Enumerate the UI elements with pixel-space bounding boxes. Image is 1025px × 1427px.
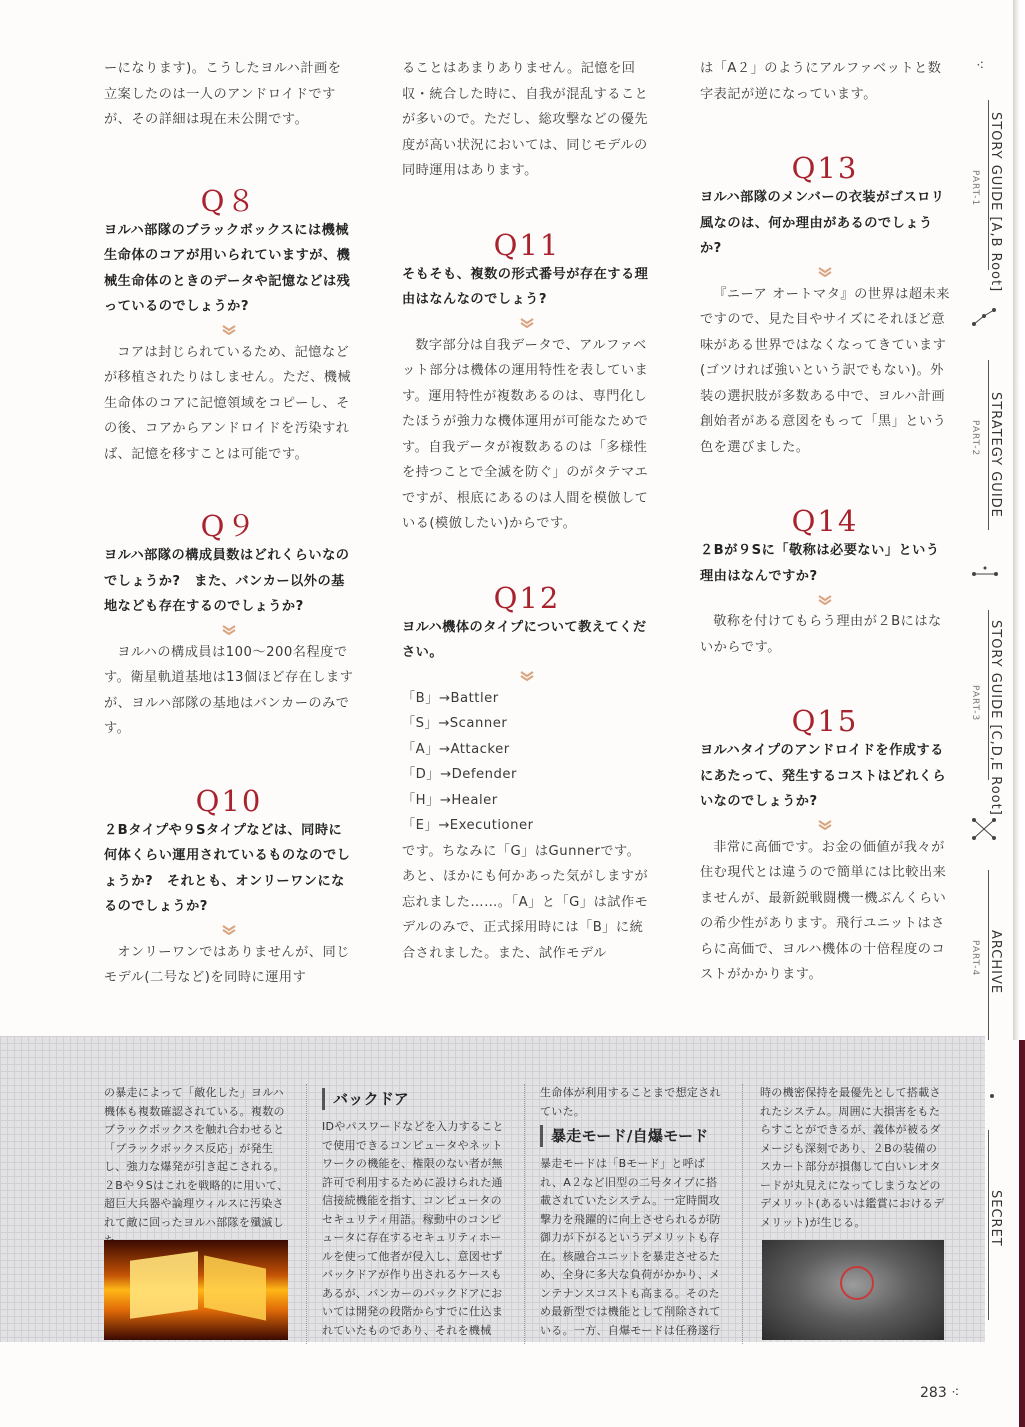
dots-icon: ⁖	[976, 58, 985, 74]
col2-intro: ることはあまりありません。記憶を回収・統合した時に、自我が混乱することが多いので。ただし、総攻撃などの優先度が高い状況においては、同じモデルの同時運用はあります。	[402, 61, 649, 178]
q12-answer: です。ちなみに「G」はGunnerです。あと、ほかにも何かあった気がしますが忘れました……。「A」と「G」は試作モデルのみで、正式採用時には「B」に統合されました。また、試作モデル	[402, 843, 649, 961]
blackbox-reaction-image	[104, 1240, 288, 1340]
nav-part-2: PART-2	[970, 420, 980, 457]
cross-icon	[970, 816, 998, 842]
type-item-b: 「B」→Battler	[402, 690, 499, 706]
q10-question: ２Bタイプや９Sタイプなどは、同時に何体くらい運用されているものなのでしょうか? それとも、オンリーワンになるのでしょうか?	[104, 822, 351, 914]
glossary-col-4	[760, 1084, 948, 1232]
col1-intro: ーになります)。こうしたヨルハ計画を立案したのは一人のアンドロイドですが、その詳細は現在未公開です。	[104, 61, 342, 127]
answer-arrow-icon	[402, 666, 652, 686]
type-item-h: 「H」→Healer	[402, 792, 498, 808]
answer-arrow-icon	[700, 262, 950, 282]
q15-heading: Q15	[791, 704, 859, 738]
type-item-s: 「S」→Scanner	[402, 716, 508, 731]
page-edge-shadow	[1013, 0, 1025, 1040]
backdoor-heading: バックドア	[322, 1088, 510, 1110]
type-item-d: 「D」→Defender	[402, 767, 517, 782]
column-divider	[742, 1084, 743, 1344]
page-number: 283 ⁖	[920, 1385, 960, 1401]
q13-heading: Q13	[791, 151, 859, 185]
answer-arrow-icon	[104, 320, 354, 340]
q8-question: ヨルハ部隊のブラックボックスには機械生命体のコアが用いられていますが、機械生命体のときのデータや記憶などは残っているのでしょうか?	[104, 222, 351, 314]
line-dots-icon	[970, 564, 1000, 584]
q9-question: ヨルハ部隊の構成員数はどれくらいなのでしょうか? また、バンカー以外の基地なども存在するのでしょうか?	[104, 548, 350, 614]
q10-heading: Q10	[195, 783, 263, 818]
glossary-text-3-pre: 生命体が利用することまで想定されていた。	[540, 1086, 721, 1118]
q11-heading: Q11	[493, 227, 561, 262]
column-divider	[524, 1084, 525, 1344]
nav-story-guide-cde[interactable]: STORY GUIDE [C,D,E Root]	[988, 620, 1003, 816]
q15-answer: 非常に高価です。お金の価値が我々が住む現代とは違うので簡単には比較出来ませんが、最新鋭戦闘機一機ぶんくらいの希少性があります。飛行ユニットはさらに高価で、ヨルハ機体の十倍程度のコストがかかります。	[700, 839, 947, 982]
q11-answer: 数字部分は自我データで、アルファベット部分は機体の運用特性を表しています。運用特性が複数あるのは、専門化したほうが強力な機体運用が可能なためです。自我データが複数あるのは「多様性を持つことで全滅を防ぐ」のがタテマエですが、根底にあるのは人間を模倣している(模倣したい)からです。	[402, 337, 649, 531]
type-item-a: 「A」→Attacker	[402, 741, 510, 757]
nav-archive[interactable]: ARCHIVE	[988, 930, 1003, 995]
q13-question: ヨルハ部隊のメンバーの衣装がゴスロリ風なのは、何か理由があるのでしょうか?	[700, 190, 945, 256]
nav-story-guide-ab[interactable]: STORY GUIDE [A,B Root]	[988, 112, 1003, 293]
column-divider	[306, 1084, 307, 1344]
glossary-text-4: 時の機密保持を最優先として搭載されたシステム。周囲に大損害をもたらすことができるが、義体が被るダメージも深刻であり、２Bの装備のスカート部分が損傷して白いレオタードが丸見えになってしまうなどのデメリット(あるいは鑑賞におけるデメリット)が生じる。	[760, 1086, 945, 1229]
answer-arrow-icon	[700, 815, 950, 835]
page-edge-band	[1019, 1040, 1025, 1427]
answer-arrow-icon	[700, 589, 950, 609]
col3-intro: は「A２」のようにアルファベットと数字表記が逆になっています。	[700, 61, 942, 102]
self-destruct-image	[762, 1240, 944, 1340]
answer-arrow-icon	[104, 920, 354, 940]
q14-heading: Q14	[791, 504, 859, 538]
nav-part-3: PART-3	[970, 685, 980, 722]
column-3	[700, 56, 950, 988]
type-item-e: 「E」→Executioner	[402, 818, 534, 833]
q10-answer: オンリーワンではありませんが、同じモデル(二号など)を同時に運用す	[104, 944, 350, 985]
q11-question: そもそも、複数の形式番号が存在する理由はなんなのでしょう?	[402, 266, 649, 307]
nav-part-1: PART-1	[970, 170, 980, 207]
glossary-col-2	[322, 1084, 510, 1340]
q15-question: ヨルハタイプのアンドロイドを作成するにあたって、発生するコストはどれくらいなのでしょうか?	[700, 743, 947, 809]
nav-secret[interactable]: SECRET	[988, 1190, 1003, 1247]
q8-heading: Q８	[200, 183, 258, 218]
constellation-icon	[970, 306, 998, 328]
column-2	[402, 56, 652, 966]
q8-answer: コアは封じられているため、記憶などが移植されたりはしません。ただ、機械生命体のコアに記憶領域をコピーし、その後、コアからアンドロイドを汚染すれば、記憶を移すことは可能です。	[104, 344, 352, 462]
answer-arrow-icon	[402, 313, 652, 333]
glossary-col-3	[540, 1084, 728, 1340]
q9-heading: Q９	[200, 509, 258, 543]
column-1	[104, 56, 354, 991]
q14-question: ２Bが９Sに「敬称は必要ない」という理由はなんですか?	[700, 543, 940, 584]
glossary-text-2: IDやパスワードなどを入力することで使用できるコンピュータやネットワークの機能を、権限のない者が無許可で利用するために設けられた通信接続機能を指す、コンピュータのセキュリティ用語。稼動中のコンピュータに存在するセキュリティホールを使って他者が侵入し、意図せずバックドアが作り出されるケースもあるが、バンカーのバックドアにおいては開発の段階からすでに仕込まれていたものであり、それを機械	[322, 1120, 504, 1337]
q12-question: ヨルハ機体のタイプについて教えてください。	[402, 619, 647, 660]
q12-heading: Q12	[493, 580, 561, 615]
nav-part-4: PART-4	[970, 940, 980, 977]
q9-answer: ヨルハの構成員は100〜200名程度です。衛星軌道基地は13個ほど存在しますが、ヨルハ部隊の基地はバンカーのみです。	[104, 644, 354, 736]
berserk-mode-heading: 暴走モード/自爆モード	[540, 1125, 728, 1147]
glossary-col-1	[104, 1084, 294, 1251]
q13-answer: 『ニーア オートマタ』の世界は超未来ですので、見た目やサイズにそれほど意味がある世界ではなくなってきています(ゴツければ強いという訳でもない)。外装の選択肢が多数ある中で、ヨルハ計画創始者がある意図をもって「黒」という色を選びました。	[700, 286, 950, 455]
q14-answer: 敬称を付けてもらう理由が２Bにはないからです。	[700, 614, 942, 655]
glossary-text-3: 暴走モードは「Bモード」と呼ばれ、A２など旧型の二号タイプに搭載されていたシステム。一定時間攻撃力を飛躍的に向上させられるが防御力が下がるというデメリットも存在。核融合ユニットを暴走させるため、全身に多大な負荷がかかり、メンテナンスコストも高まる。そのため最新型では機能として削除されている。一方、自爆モードは任務遂行	[540, 1157, 721, 1337]
nav-strategy-guide[interactable]: STRATEGY GUIDE	[988, 392, 1003, 518]
glossary-text-1: の暴走によって「敵化した」ヨルハ機体も複数確認されている。複数のブラックボックスを触れ合わせると「ブラックボックス反応」が発生し、強力な爆発が引き起こされる。２Bや９Sはこれを戦略的に用いて、超巨大兵器や論理ウィルスに汚染されて敵に回ったヨルハ部隊を殲滅し	[104, 1086, 289, 1229]
answer-arrow-icon	[104, 620, 354, 640]
